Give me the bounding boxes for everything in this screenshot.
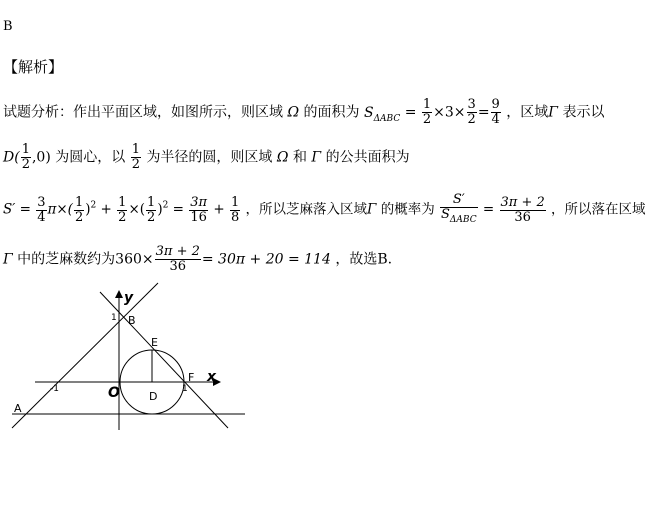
times-3: ×3×	[433, 104, 466, 121]
tick-label-y-1: 1	[111, 313, 117, 323]
equals: =	[172, 201, 184, 218]
answer-letter: B	[3, 19, 13, 34]
times-open: ×(	[128, 201, 146, 218]
plus: +	[213, 201, 225, 218]
label-B: B	[128, 314, 136, 327]
fraction-1-2: $\frac{1}{2}$	[21, 142, 30, 172]
fraction-1-2: $\frac{1}{2}$	[422, 97, 432, 127]
paren: )	[157, 201, 163, 218]
final-result: = 30π + 20 = 114	[201, 251, 331, 268]
line1-prefix: 试题分析：作出平面区域，如图所示，则区域	[3, 104, 283, 121]
tick-label-x-neg1: -1	[50, 384, 59, 394]
coord-zero: ,0)	[31, 149, 51, 166]
fraction-radius: $\frac{1}{2}$	[131, 142, 140, 172]
omega-symbol: Ω	[276, 149, 289, 166]
line3-text-1: ，所以芝麻落入区域	[245, 201, 368, 218]
section-heading: 【解析】	[3, 58, 64, 76]
omega-symbol: Ω	[287, 104, 300, 121]
square: 2	[90, 200, 97, 211]
gamma-symbol: Γ	[311, 149, 322, 166]
label-O: O	[108, 385, 120, 401]
line1-suffix-b: 表示以	[562, 104, 605, 121]
label-D: D	[149, 390, 158, 403]
pi-times: π×(	[47, 201, 73, 218]
s-prime: S′ =	[3, 201, 31, 218]
gamma-symbol: Γ	[548, 104, 558, 121]
fraction-1-2: $\frac{1}{2}$	[147, 194, 156, 225]
equals: =	[477, 104, 490, 121]
equals: =	[404, 104, 417, 121]
line2-text-3: 的公共面积为	[325, 149, 410, 166]
fraction-3-2: $\frac{3}{2}$	[467, 97, 476, 127]
label-E: E	[151, 336, 158, 349]
line3-text-3: ，所以落在区域	[551, 201, 646, 218]
and-word: 和	[292, 149, 307, 166]
paren: )	[85, 201, 91, 218]
line2-text-2: 为半径的圆，则区域	[146, 149, 273, 166]
line2-text-1: 为圆心，以	[55, 149, 126, 166]
line3-text-2: 的概率为	[380, 201, 435, 218]
line1-mid: 的面积为	[303, 104, 360, 121]
gamma-symbol: Γ	[3, 251, 13, 268]
equals: =	[482, 201, 495, 218]
label-y: y	[124, 290, 134, 306]
tick-label-x-1: 1	[182, 384, 188, 394]
fraction-1-2: $\frac{1}{2}$	[74, 194, 84, 225]
line4-text-2: ，故选B.	[335, 251, 393, 268]
square: 2	[162, 200, 169, 211]
line-AB	[12, 283, 158, 428]
fraction-1-8: $\frac{1}{8}$	[230, 194, 240, 225]
plus: +	[100, 201, 112, 218]
y-axis-arrow	[115, 290, 123, 298]
fraction-1-2: $\frac{1}{2}$	[118, 194, 127, 225]
fraction-probability: $\frac{S'}{S_{\Delta ABC}}$	[441, 192, 477, 225]
label-x: x	[207, 369, 217, 385]
area-symbol: $S_{\Delta ABC}$	[363, 104, 401, 124]
line1-suffix-a: ，区域	[506, 104, 549, 121]
label-F: F	[188, 371, 195, 384]
line4-text-1: 中的芝麻数约为	[17, 251, 116, 268]
fraction-result: $\frac{3\pi + 2}{36}$	[155, 244, 200, 274]
gamma-symbol: Γ	[367, 201, 377, 218]
n-360: 360×	[115, 251, 154, 268]
label-A: A	[14, 402, 22, 415]
point-D: D(	[3, 149, 20, 166]
fraction-3pi-16: $\frac{3\pi}{16}$	[190, 194, 208, 225]
fraction-result: $\frac{3\pi + 2}{36}$	[500, 194, 545, 225]
fraction-3-4: $\frac{3}{4}$	[37, 194, 46, 225]
fraction-9-4: $\frac{9}{4}$	[491, 97, 500, 127]
